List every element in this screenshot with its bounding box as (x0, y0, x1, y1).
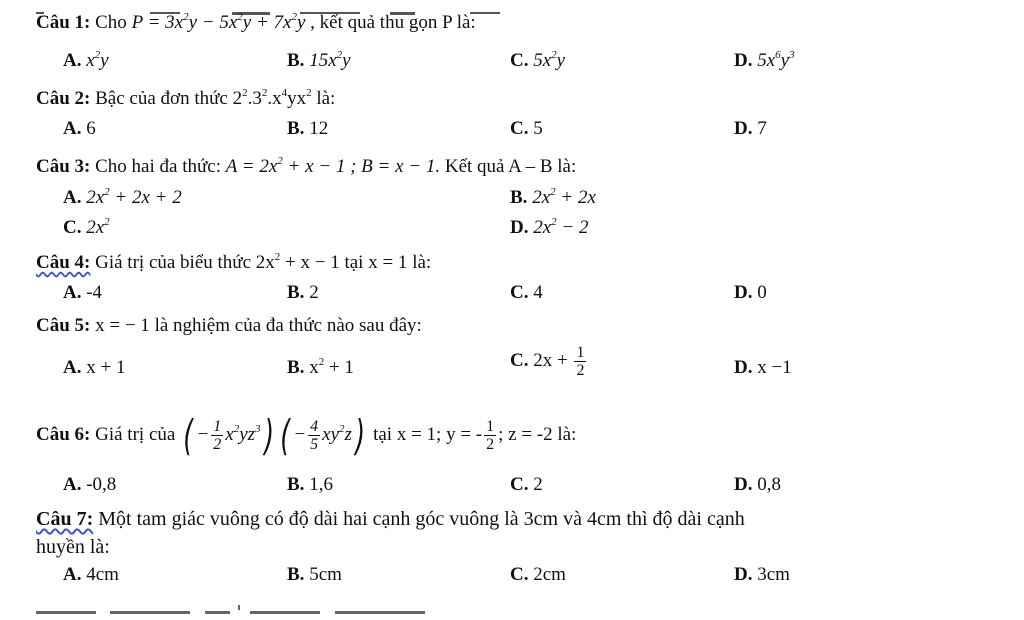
answer-a: A. $2x^2 + 2x + 2$ (63, 186, 182, 208)
question-number: Câu 4: (36, 252, 91, 273)
answer-d: D. x −1 (734, 357, 792, 378)
answer-b: B. 1,6 (287, 474, 333, 495)
question-number: Câu 3: (36, 156, 91, 177)
question-text: Một tam giác vuông có độ dài hai cạnh góc vuông là 3cm và 4cm thì độ dài cạnh (98, 508, 745, 530)
answer-a: A. $x^2y$ (63, 49, 109, 71)
question-number: Câu 5: (36, 315, 91, 336)
question-number: Câu 1: (36, 12, 91, 33)
formula-monomial: $2^2.3^2.x^4yx^2$ (232, 87, 312, 109)
question-text-end: là: (557, 423, 577, 445)
answer-a: A. -0,8 (63, 474, 117, 495)
answer-b: B. 12 (287, 118, 329, 139)
formula-xy: x = 1; y = - (396, 423, 483, 445)
question-text-end: Kết quả A – B là: (444, 156, 577, 177)
question-text-mid: tại (373, 423, 393, 445)
question-text: Giá trị của (95, 423, 176, 445)
answer-b: B. 5cm (287, 564, 342, 585)
answer-a: A. x + 1 (63, 357, 126, 378)
question-number: Câu 7: (36, 508, 94, 530)
answer-c: C. 2cm (510, 564, 566, 585)
question-6: Câu 6: Giá trị của ( − $\frac{1}{2}$ $x^2yz^3$) ( − $\frac{4}{5}$ $xy^2z$) tại x = 1; y = - $\frac{1}{2}$ ; z = -2 là: (36, 410, 577, 460)
question-text-mid: tại (344, 252, 364, 273)
answer-c: C. $2x^2$ (63, 216, 110, 238)
question-1 (36, 12, 476, 34)
question-7-line2: huyền là: (36, 536, 110, 558)
formula-b: B = x − 1. (361, 156, 441, 177)
answer-a: A. 4cm (63, 564, 119, 585)
answer-d: D. 3cm (734, 564, 790, 585)
formula-x: x = − 1 (95, 315, 150, 336)
formula-a: $A = 2x^2 + x - 1$ ; (225, 155, 357, 177)
answer-a: A. 6 (63, 118, 96, 139)
top-cropped-text (0, 0, 1024, 4)
question-text-end: là: (316, 88, 336, 109)
answer-d: D. $2x^2 - 2$ (510, 216, 589, 238)
answer-d: D. $5x^6y^3$ (734, 49, 795, 71)
formula-p: $P = 3x^2y - 5x^2y + 7x^2y$ (131, 11, 306, 33)
answer-d: D. 0,8 (734, 474, 781, 495)
answer-d: D. 7 (734, 118, 767, 139)
question-text: là nghiệm của đa thức nào sau đây: (154, 315, 422, 336)
answer-c: C. 5 (510, 118, 543, 139)
answer-c: C. $5x^2y$ (510, 49, 566, 71)
bottom-cropped-text (0, 598, 1024, 607)
formula-product: ( − $\frac{1}{2}$ $x^2yz^3$) ( − $\frac{4}{5}$ $xy^2z$) (183, 410, 366, 460)
question-2 (36, 88, 335, 110)
answer-b: B. $2x^2 + 2x$ (510, 186, 596, 208)
question-text: Cho hai đa thức: (95, 156, 221, 177)
answer-c: C. 2 (510, 474, 543, 495)
question-number: Câu 2: (36, 88, 91, 109)
answer-d: D. 0 (734, 282, 767, 303)
answer-c: C. 2x + $\frac{1}{2}$ (510, 344, 585, 379)
question-3 (36, 156, 576, 178)
question-text: Giá trị của biểu thức (95, 252, 252, 273)
formula-x: x = 1 (368, 252, 408, 273)
question-text-end: là: (412, 252, 432, 273)
answer-b: B. 2 (287, 282, 319, 303)
question-text: Cho (95, 12, 127, 33)
formula-z: ; z = -2 (498, 423, 553, 445)
answer-b: B. $x^2 + 1$ (287, 356, 354, 378)
answer-c: C. 4 (510, 282, 543, 303)
answer-b: B. $15x^2y$ (287, 49, 351, 71)
question-4 (36, 252, 431, 274)
question-text-end: , kết quả thu gọn P là: (310, 12, 476, 33)
question-number: Câu 6: (36, 423, 91, 445)
answer-a: A. -4 (63, 282, 103, 303)
question-5 (36, 315, 422, 337)
question-text: Bậc của đơn thức (95, 88, 228, 109)
fraction-half: $\frac{1}{2}$ (576, 344, 585, 379)
question-7 (36, 508, 745, 531)
formula-expr: $2x^2 + x - 1$ (255, 251, 340, 273)
